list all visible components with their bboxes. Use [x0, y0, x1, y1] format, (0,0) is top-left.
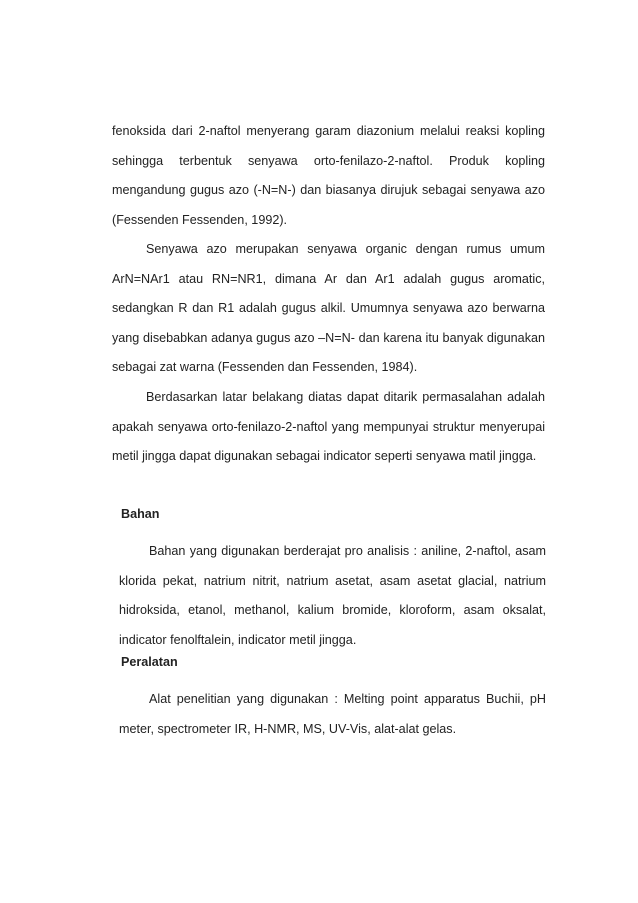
heading-peralatan: Peralatan [121, 655, 178, 669]
paragraph-problem-statement: Berdasarkan latar belakang diatas dapat ditarik permasalahan adalah apakah senyawa orto-fenilazo-2-naftol yang mempunyai struktur menyerupai metil jingga dapat digunakan sebagai indicator seperti senyawa matil jingga. [112, 390, 545, 464]
heading-bahan: Bahan [121, 507, 160, 521]
paragraph-azo-coupling: fenoksida dari 2-naftol menyerang garam diazonium melalui reaksi kopling sehingga terbentuk senyawa orto-fenilazo-2-naftol. Produk kopling mengandung gugus azo (-N=N-) dan biasanya dirujuk sebagai senyawa azo (Fessenden Fessenden, 1992). [112, 124, 545, 227]
paragraph-azo-compounds: Senyawa azo merupakan senyawa organic dengan rumus umum ArN=NAr1 atau RN=NR1, dimana Ar dan Ar1 adalah gugus aromatic, sedangkan R dan R1 adalah gugus alkil. Umumnya senyawa azo berwarna yang disebabkan adanya gugus azo –N=N- dan karena itu banyak digunakan sebagai zat warna (Fessenden dan Fessenden, 1984). [112, 242, 545, 375]
paragraph-peralatan: Alat penelitian yang digunakan : Melting point apparatus Buchii, pH meter, spectrometer IR, H-NMR, MS, UV-Vis, alat-alat gelas. [119, 692, 546, 736]
paragraph-bahan: Bahan yang digunakan berderajat pro analisis : aniline, 2-naftol, asam klorida pekat, natrium nitrit, natrium asetat, asam asetat glacial, natrium hidroksida, etanol, methanol, kalium bromide, kloroform, asam oksalat, indicator fenolftalein, indicator metil jingga. [119, 544, 546, 647]
